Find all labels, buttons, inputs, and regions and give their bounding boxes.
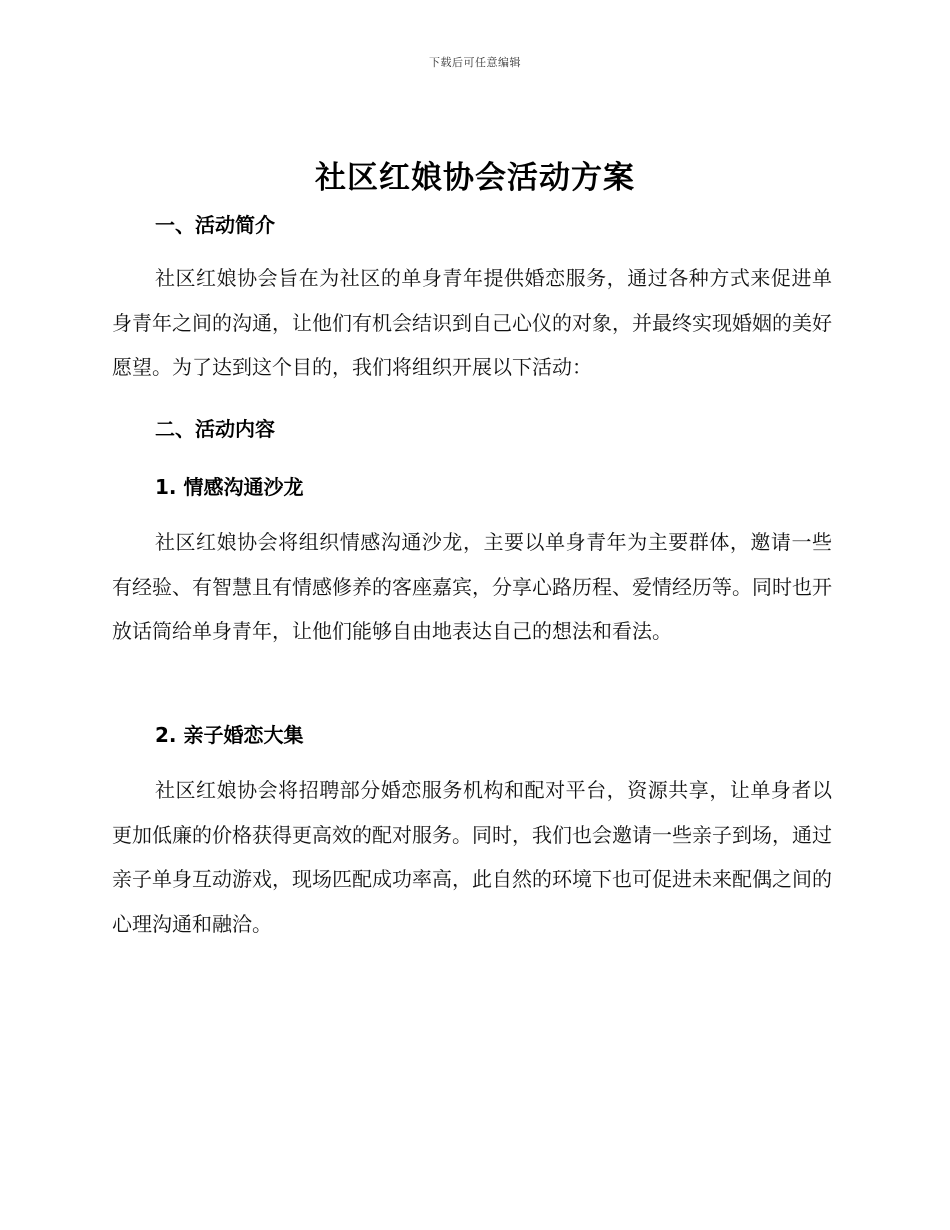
paragraph-activity-1: 社区红娘协会将组织情感沟通沙龙，主要以单身青年为主要群体，邀请一些有经验、有智慧且有情感修养的客座嘉宾，分享心路历程、爱情经历等。同时也开放话筒给单身青年，让他们能够自由地表达自己的想法和看法。 [112, 530, 832, 643]
section-heading-content: 二、活动内容 [155, 417, 275, 441]
subheading-activity-2: 2. 亲子婚恋大集 [155, 723, 304, 747]
header-note: 下载后可任意编辑 [429, 56, 521, 69]
subheading-activity-1: 1. 情感沟通沙龙 [155, 475, 304, 499]
paragraph-intro: 社区红娘协会旨在为社区的单身青年提供婚恋服务，通过各种方式来促进单身青年之间的沟通，让他们有机会结识到自己心仪的对象，并最终实现婚姻的美好愿望。为了达到这个目的，我们将组织开展以下活动： [112, 266, 832, 379]
document-title: 社区红娘协会活动方案 [315, 160, 635, 196]
section-heading-intro: 一、活动简介 [155, 213, 275, 237]
paragraph-activity-2: 社区红娘协会将招聘部分婚恋服务机构和配对平台，资源共享，让单身者以更加低廉的价格获得更高效的配对服务。同时，我们也会邀请一些亲子到场，通过亲子单身互动游戏，现场匹配成功率高，此自然的环境下也可促进未来配偶之间的心理沟通和融洽。 [112, 778, 832, 936]
